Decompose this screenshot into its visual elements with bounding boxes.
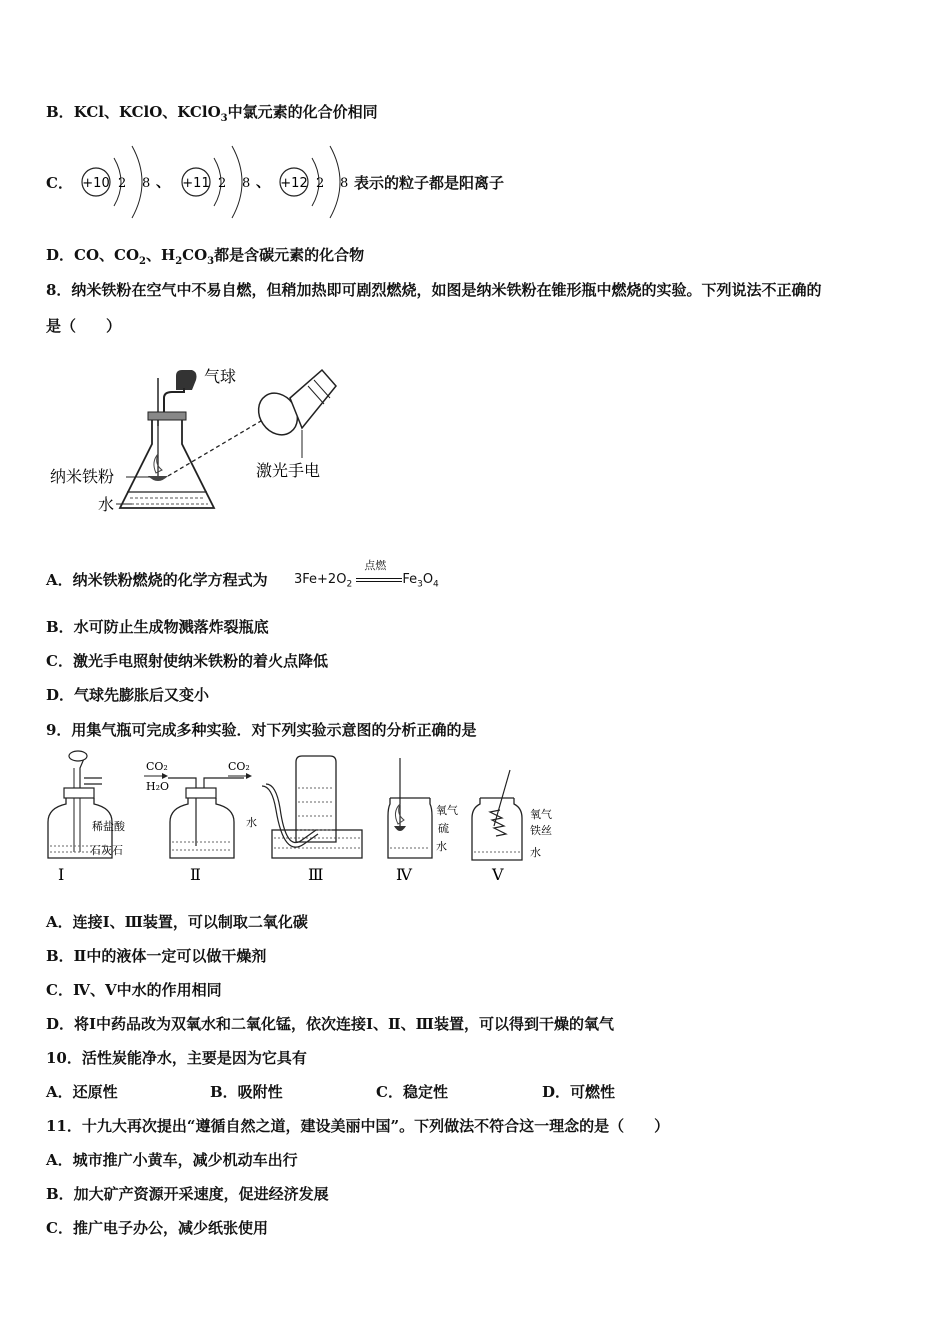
subscript: 3 [220,113,228,124]
label-oxygen: 氧气 [530,808,552,821]
option-text: 纳米铁粉燃烧的化学方程式为 [72,571,268,589]
equals-line [356,578,402,579]
subscript: 2 [139,256,146,267]
label-co2-in: CO₂ [146,760,168,773]
reaction-arrow [356,558,402,587]
q10-option-c: C．稳定性 [376,1083,448,1101]
formula-text: CO、CO [74,246,140,264]
delivery-tube [266,784,316,843]
separator: 、 [156,175,170,191]
atom-diagram-2 [182,146,270,218]
label-limestone: 石灰石 [90,844,123,857]
formula-text: CO [182,246,208,264]
electron-shell-arc [330,146,340,218]
q11-stem: 11．十九大再次提出“遵循自然之道，建设美丽中国”。下列做法不符合这一理念的是（ ） [46,1117,670,1135]
rubber-stopper [148,412,186,420]
shell-electrons: 2 [316,176,325,191]
apparatus-iv [388,758,458,884]
shell-electrons: 8 [340,176,349,191]
option-text: 都是含碳元素的化合物 [214,246,365,264]
label-water: 水 [436,840,447,853]
label-water: 水 [98,495,115,514]
reaction-condition: 点燃 [364,558,387,572]
subscript: 2 [175,256,183,267]
q10-option-b: B．吸附性 [210,1083,283,1101]
equation-product: O [422,572,434,587]
separator: 、 [256,175,270,191]
apparatus-v [472,770,552,884]
apparatus-numeral: Ⅳ [396,865,412,884]
option-label: B． [46,103,74,121]
stopper [64,788,94,798]
q8-stem-line1: 8．纳米铁粉在空气中不易自燃，但稍加热即可剧烈燃烧，如图是纳米铁粉在锥形瓶中燃烧的实验。下列说法不正确的 [46,281,822,299]
label-dilute-hcl: 稀盐酸 [92,820,125,833]
formula-text: 、H [146,246,176,264]
gas-bottle-apparatus-figure [40,748,560,888]
wide-mouth-bottle [170,798,234,858]
conical-flask [120,418,214,508]
q9-option-d: D．将Ⅰ中药品改为双氧水和二氧化锰，依次连接Ⅰ、Ⅱ、Ⅲ装置，可以得到干燥的氧气 [46,1015,614,1033]
electron-shell-arc [132,146,142,218]
label-balloon: 气球 [204,367,237,386]
nucleus-charge: +12 [280,176,308,191]
nucleus-charge: +11 [182,176,210,191]
q9-stem: 9．用集气瓶可完成多种实验．对下列实验示意图的分析正确的是 [46,721,477,739]
option-label: A． [46,571,73,589]
q8-option-b: B．水可防止生成物溅落炸裂瓶底 [46,618,269,636]
shell-electrons: 8 [242,176,251,191]
label-water: 水 [530,846,541,859]
apparatus-numeral: Ⅱ [190,865,201,884]
subscript: 3 [207,256,215,267]
atom-diagram-3 [280,146,348,218]
apparatus-numeral: Ⅰ [58,865,65,884]
q8-option-a [46,570,268,590]
q7-option-c-text: 表示的粒子都是阳离子 [354,174,505,192]
arrow-head [246,773,252,779]
q10-option-a: A．还原性 [46,1083,118,1101]
arrow-head [162,773,168,779]
shell-electrons: 8 [142,176,151,191]
apparatus-ii [144,760,252,884]
label-oxygen: 氧气 [436,804,458,817]
q9-option-a: A．连接Ⅰ、Ⅲ装置，可以制取二氧化碳 [46,913,308,931]
label-water: 水 [246,816,257,829]
q11-option-a: A．城市推广小黄车，减少机动车出行 [46,1151,298,1169]
subscript: 4 [433,579,439,590]
q8-option-d: D．气球先膨胀后又变小 [46,686,210,704]
label-iron-wire: 铁丝 [530,824,552,837]
shell-electrons: 2 [218,176,227,191]
q10-stem: 10．活性炭能净水，主要是因为它具有 [46,1049,307,1067]
combustion-spoon [394,826,406,831]
option-text: 中氯元素的化合价相同 [227,103,378,121]
q8-stem-line2: 是（ ） [46,317,122,335]
shell-electrons: 2 [118,176,127,191]
formula-text: KCl、KClO、KClO [73,103,221,121]
q11-option-c: C．推广电子办公，减少纸张使用 [46,1219,268,1237]
chemical-equation [294,558,439,590]
subscript: 3 [417,579,423,590]
equation-product: Fe [402,572,418,587]
inverted-gas-bottle [296,756,336,842]
q10-option-d: D．可燃性 [542,1083,616,1101]
gas-bottle [388,798,432,858]
combustion-spoon [148,476,168,481]
nucleus-charge: +10 [82,176,110,191]
q7-option-d [46,245,364,272]
label-h2o: H₂O [146,780,170,793]
equals-line [356,581,402,582]
q11-option-b: B．加大矿产资源开采速度，促进经济发展 [46,1185,329,1203]
label-sulfur: 硫 [438,822,449,835]
q9-option-b: B．Ⅱ中的液体一定可以做干燥剂 [46,947,267,965]
apparatus-i [48,751,126,884]
label-nano-iron-powder: 纳米铁粉 [50,467,115,486]
apparatus-numeral: Ⅲ [308,865,324,884]
subscript: 2 [346,579,353,590]
label-co2-out: CO₂ [228,760,250,773]
q7-option-c-label: C． [46,174,73,192]
atom-structure-diagrams [72,140,362,224]
funnel-top [69,751,87,761]
balloon-shape [176,370,197,390]
label-laser-flashlight: 激光手电 [256,461,321,480]
apparatus-iii [246,756,362,884]
q9-option-c: C．Ⅳ、Ⅴ中水的作用相同 [46,981,222,999]
equation-reactants: 3Fe+2O [294,572,347,587]
nano-iron-flask-figure [46,358,356,524]
apparatus-numeral: Ⅴ [492,865,504,884]
atom-diagram-1 [82,146,170,218]
option-label: D． [46,246,75,264]
electron-shell-arc [232,146,242,218]
q8-option-c: C．激光手电照射使纳米铁粉的着火点降低 [46,652,328,670]
q7-option-b [46,102,378,129]
stopper [186,788,216,798]
